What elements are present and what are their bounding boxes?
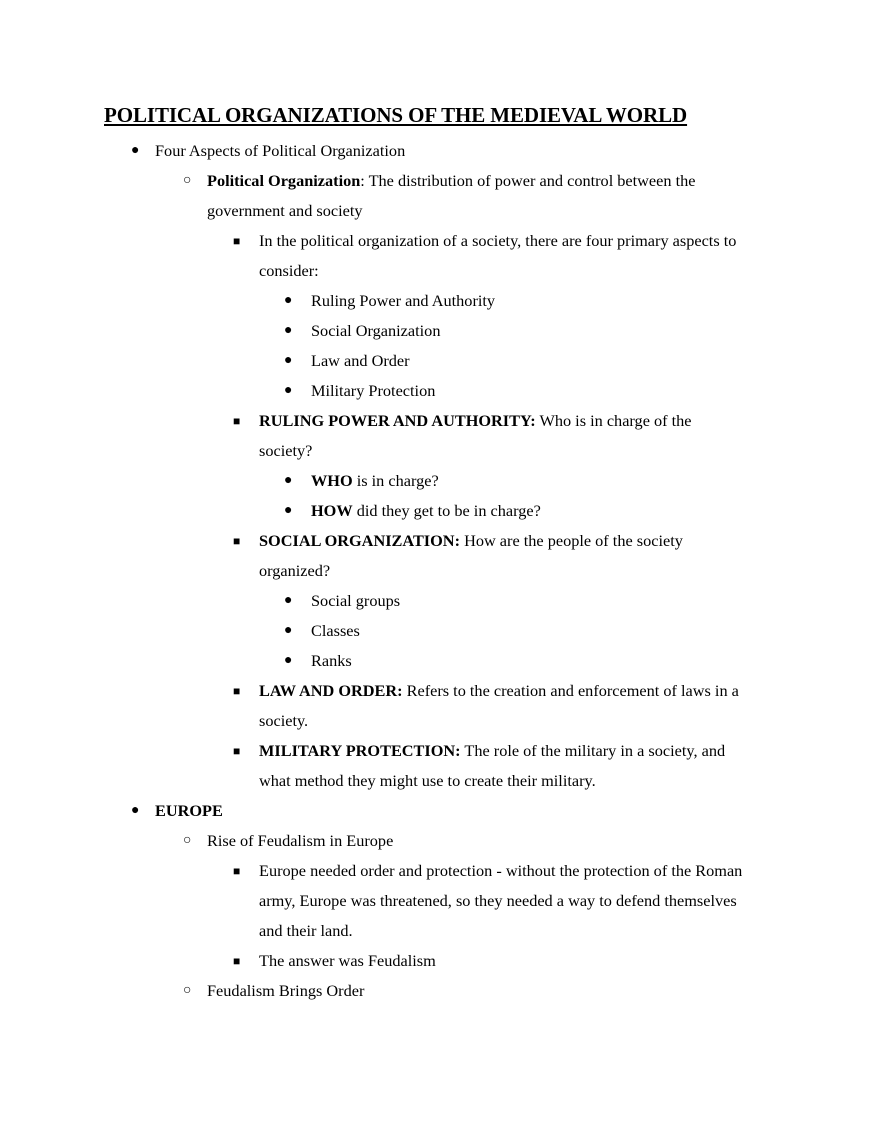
list-item	[0, 406, 880, 436]
bullet-icon: ■	[233, 534, 241, 548]
list-item	[0, 286, 880, 316]
bold-term: LAW AND ORDER:	[259, 681, 403, 700]
list-item	[0, 976, 880, 1006]
list-item-text	[259, 856, 742, 886]
list-item	[0, 946, 880, 976]
bold-term: Political Organization	[207, 171, 361, 190]
list-item-text	[155, 796, 223, 826]
list-item-continuation	[0, 196, 880, 226]
item-text: Ranks	[311, 651, 352, 670]
bullet-icon: ■	[233, 684, 241, 698]
bullet-icon: ●	[284, 383, 293, 398]
list-item-text: society?	[259, 441, 313, 460]
list-item-text	[207, 166, 696, 196]
list-item-text	[207, 826, 393, 856]
list-item-continuation	[0, 436, 880, 466]
list-item-text: what method they might use to create their military.	[259, 771, 596, 790]
list-item	[0, 796, 880, 826]
list-item-text: organized?	[259, 561, 331, 580]
bullet-icon: ●	[284, 623, 293, 638]
item-text: Feudalism Brings Order	[207, 981, 365, 1000]
item-text: Social Organization	[311, 321, 441, 340]
bullet-icon: ○	[183, 983, 192, 998]
list-item-text	[259, 676, 739, 706]
list-item	[0, 676, 880, 706]
bullet-icon: ●	[131, 143, 140, 158]
list-item	[0, 226, 880, 256]
bullet-icon: ■	[233, 414, 241, 428]
item-text: Law and Order	[311, 351, 410, 370]
item-text: did they get to be in charge?	[352, 501, 541, 520]
item-text: is in charge?	[352, 471, 439, 490]
list-item-continuation	[0, 766, 880, 796]
item-text: Europe needed order and protection - without the protection of the Roman	[259, 861, 743, 880]
outline-list	[0, 136, 880, 1006]
list-item	[0, 346, 880, 376]
bullet-icon: ■	[233, 234, 241, 248]
bullet-icon: ●	[284, 293, 293, 308]
bullet-icon: ●	[131, 803, 140, 818]
bullet-icon: ■	[233, 744, 241, 758]
bold-term: SOCIAL ORGANIZATION:	[259, 531, 460, 550]
list-item	[0, 376, 880, 406]
list-item-text	[155, 136, 405, 166]
list-item	[0, 856, 880, 886]
item-text: The role of the military in a society, and	[460, 741, 726, 760]
list-item-text	[259, 736, 725, 766]
list-item-continuation	[0, 556, 880, 586]
list-item	[0, 316, 880, 346]
bullet-icon: ■	[233, 954, 241, 968]
list-item-text	[311, 286, 495, 316]
item-text: Ruling Power and Authority	[311, 291, 496, 310]
bullet-icon: ■	[233, 864, 241, 878]
item-text: Four Aspects of Political Organization	[155, 141, 406, 160]
bold-term: MILITARY PROTECTION:	[259, 741, 461, 760]
item-text: How are the people of the society	[460, 531, 683, 550]
bullet-icon: ●	[284, 473, 293, 488]
list-item-text	[259, 526, 683, 556]
bullet-icon: ○	[183, 833, 192, 848]
list-item-text	[207, 976, 364, 1006]
item-text: Who is in charge of the	[535, 411, 692, 430]
item-text: Refers to the creation and enforcement of laws in a	[402, 681, 739, 700]
list-item-text	[259, 406, 692, 436]
bold-term: RULING POWER AND AUTHORITY:	[259, 411, 536, 430]
bullet-icon: ●	[284, 323, 293, 338]
list-item-continuation	[0, 256, 880, 286]
list-item-text	[311, 316, 440, 346]
item-text: Social groups	[311, 591, 401, 610]
document-title: POLITICAL ORGANIZATIONS OF THE MEDIEVAL WORLD	[104, 103, 688, 127]
list-item-text: army, Europe was threatened, so they needed a way to defend themselves	[259, 891, 737, 910]
bold-term: HOW	[311, 501, 353, 520]
list-item-text	[311, 376, 435, 406]
list-item	[0, 646, 880, 676]
list-item-text: consider:	[259, 261, 319, 280]
list-item	[0, 136, 880, 166]
item-text: In the political organization of a society, there are four primary aspects to	[259, 231, 737, 250]
list-item	[0, 826, 880, 856]
list-item-text: and their land.	[259, 921, 353, 940]
list-item-text	[311, 586, 400, 616]
list-item-text	[311, 496, 541, 526]
list-item-text	[311, 346, 410, 376]
list-item	[0, 616, 880, 646]
list-item	[0, 166, 880, 196]
bold-term: EUROPE	[155, 801, 223, 820]
list-item-continuation	[0, 886, 880, 916]
list-item-text	[311, 466, 439, 496]
list-item-text	[311, 646, 352, 676]
list-item	[0, 466, 880, 496]
bullet-icon: ○	[183, 173, 192, 188]
list-item-text: government and society	[207, 201, 363, 220]
item-text: The answer was Feudalism	[259, 951, 436, 970]
list-item	[0, 496, 880, 526]
list-item	[0, 736, 880, 766]
list-item-text	[311, 616, 360, 646]
list-item-continuation	[0, 916, 880, 946]
item-text: Military Protection	[311, 381, 436, 400]
item-text: Classes	[311, 621, 360, 640]
list-item	[0, 586, 880, 616]
item-text: : The distribution of power and control between the	[360, 171, 696, 190]
bold-term: WHO	[311, 471, 353, 490]
list-item-text: society.	[259, 711, 309, 730]
bullet-icon: ●	[284, 653, 293, 668]
bullet-icon: ●	[284, 503, 293, 518]
bullet-icon: ●	[284, 593, 293, 608]
list-item	[0, 526, 880, 556]
list-item-text	[259, 226, 736, 256]
item-text: Rise of Feudalism in Europe	[207, 831, 394, 850]
list-item-continuation	[0, 706, 880, 736]
bullet-icon: ●	[284, 353, 293, 368]
list-item-text	[259, 946, 436, 976]
